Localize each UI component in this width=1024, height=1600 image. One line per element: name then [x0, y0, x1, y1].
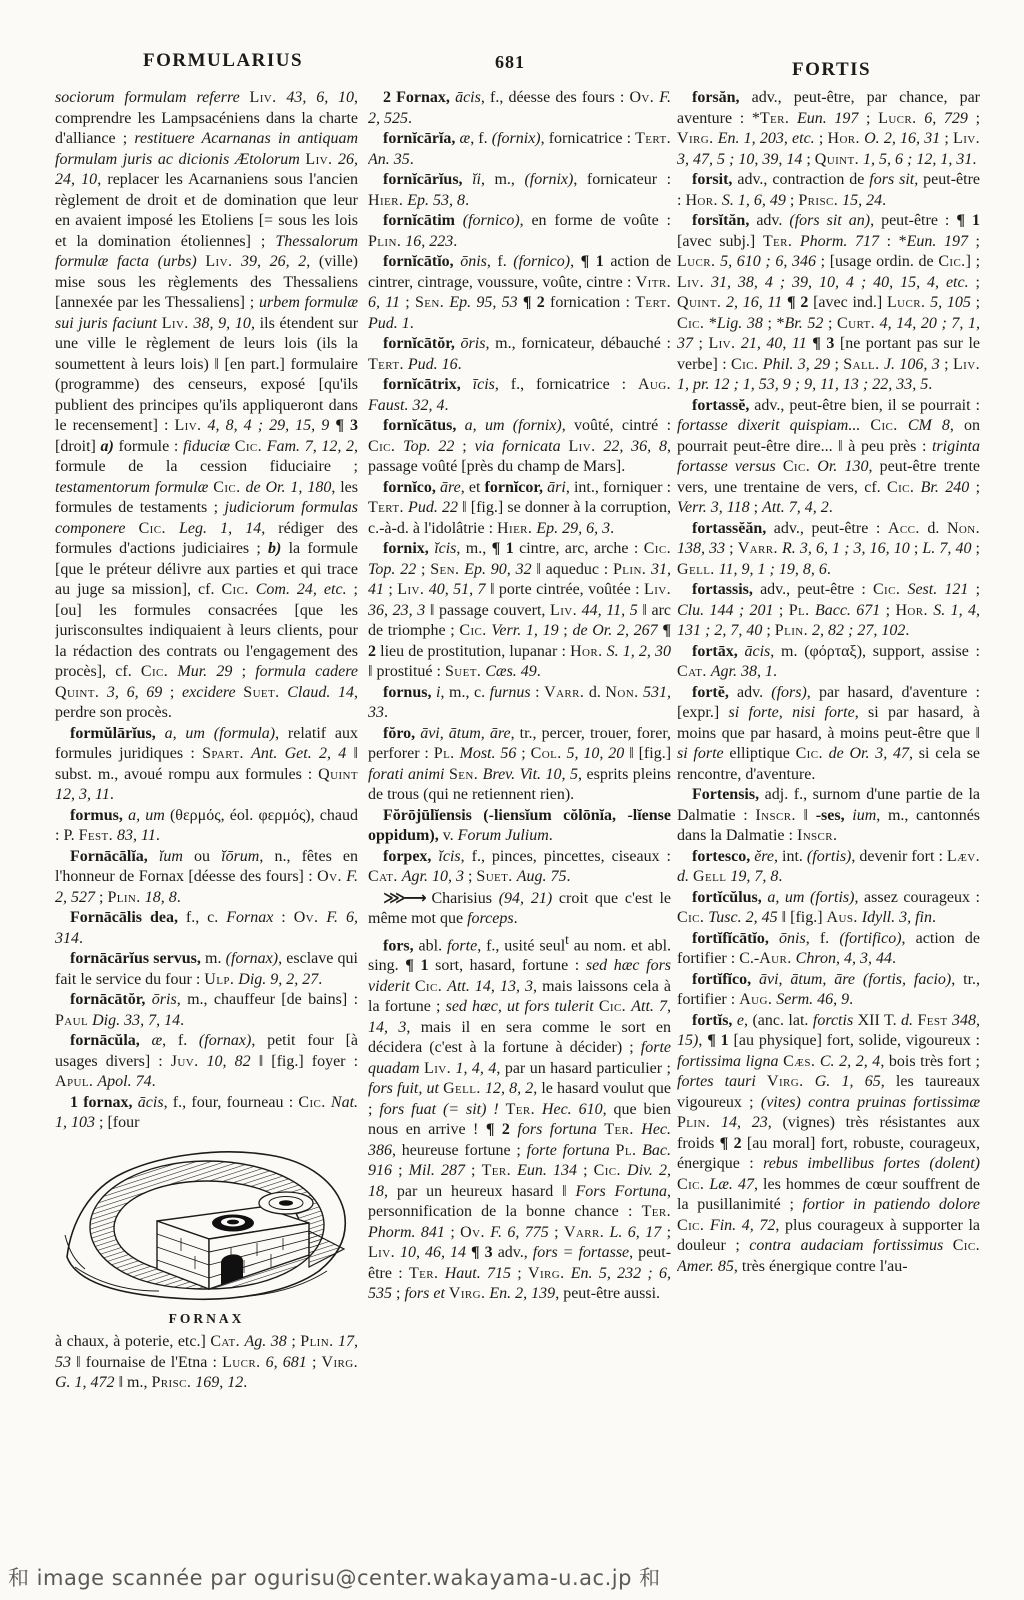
dictionary-paragraph: fornācātŏr, ōris, m., chauffeur [de bains] : Paul Dig. 33, 7, 14.: [55, 991, 358, 1029]
dictionary-paragraph: fornĭcātŏr, ōris, m., fornicateur, débauché : Tert. Pud. 16.: [368, 335, 671, 373]
dictionary-paragraph: forpex, ĭcis, f., pinces, pincettes, ciseaux : Cat. Agr. 10, 3 ; Suet. Aug. 75.: [368, 847, 671, 885]
column-2: [368, 88, 671, 1520]
dictionary-paragraph: fortĭfĭco, āvi, ātum, āre (fortis, facio), tr., fortifier : Aug. Serm. 46, 9.: [677, 970, 980, 1008]
column-1: [55, 88, 358, 1520]
dictionary-paragraph: fornĭcārĭa, æ, f. (fornix), fornicatrice : Tert. An. 35.: [368, 130, 671, 168]
scan-credit: 和 image scannée par ogurisu@center.wakayama-u.ac.jp 和: [8, 1566, 661, 1590]
dictionary-paragraph: fornĭcātĭo, ōnis, f. (fornico), ¶ 1 action de cintrer, cintrage, voussure, voûte, cintre : Vitr. 6, 11 ; Sen. Ep. 95, 53 ¶ 2 fornication : Tert. Pud. 1.: [368, 253, 671, 332]
fornax-figure: [55, 1139, 358, 1330]
dictionary-paragraph: Fortensis, adj. f., surnom d'une partie de la Dalmatie : Inscr. ‖ -ses, ium, m., cantonnés dans la Dalmatie : Inscr.: [677, 786, 980, 844]
running-head-right: FORTIS: [792, 59, 872, 80]
dictionary-paragraph: Fornācālis dea, f., c. Fornax : Ov. F. 6, 314.: [55, 909, 358, 947]
dictionary-paragraph: fortāx, ācis, m. (φόρταξ), support, assise : Cat. Agr. 38, 1.: [677, 642, 980, 680]
dictionary-paragraph: formŭlārĭus, a, um (formula), relatif aux formules juridiques : Spart. Ant. Get. 2, 4 ‖ subst. m., avoué rompu aux formules : Quint 12, 3, 11.: [55, 724, 358, 803]
fornax-kiln-illustration: [61, 1139, 353, 1307]
dictionary-paragraph: Fŏrōjūlĭensis (-liensĭum cŏlōnĭa, -lĭense oppidum), v. Forum Julium.: [368, 806, 671, 844]
column-1-top: [55, 88, 358, 1134]
dictionary-paragraph: fortĭs, e, (anc. lat. forctis XII T. d. Fest 348, 15), ¶ 1 [au physique] fort, solide, vigoureux : fortissima ligna Cæs. C. 2, 2, 4, bois très fort ; fortes tauri Virg. G. 1, 65, les taureaux vigoureux ; (vites) contra pruinas fortissimæ Plin. 14, 23, (vignes) très résistantes aux froids ¶ 2 [au moral] fort, robuste, courageux, énergique : rebus imbellibus fortes (dolent) Cic. Læ. 47, les hommes de cœur souffrent de la pusillanimité ; fortior in patiendo dolore Cic. Fin. 4, 72, plus courageux à supporter la douleur ; contra audaciam fortissimus Cic. Amer. 85, très énergique contre l'au-: [677, 1011, 980, 1275]
dictionary-paragraph: fornus, i, m., c. furnus : Varr. d. Non. 531, 33.: [368, 683, 671, 721]
dictionary-paragraph: fors, abl. forte, f., usité seul$^t$ au nom. et abl. sing. ¶ 1 sort, hasard, fortune : sed hæc fors viderit Cic. Att. 14, 13, 3, mais laissons cela à la fortune ; sed hæc, ut fors tulerit Cic. Att. 7, 14, 3, mais il en sera comme le sort en décidera (c'est à la fortune à décider) ; forte quadam Liv. 1, 4, 4, par un hasard particulier ; fors fuit, ut Gell. 12, 8, 2, le hasard voulut que ; fors fuat (= sit) ! Ter. Hec. 610, que bien nous en arrive ! ¶ 2 fors fortuna Ter. Hec. 386, heureuse fortune ; forte fortuna Pl. Bac. 916 ; Mil. 287 ; Ter. Eun. 134 ; Cic. Div. 2, 18, par un heureux hasard ‖ Fors Fortuna, personnification de la bonne chance : Ter. Phorm. 841 ; Ov. F. 6, 775 ; Varr. L. 6, 17 ; Liv. 10, 46, 14 ¶ 3 adv., fors = fortasse, peut-être : Ter. Haut. 715 ; Virg. En. 5, 232 ; 6, 535 ; fors et Virg. En. 2, 139, peut-être aussi.: [368, 931, 671, 1303]
dictionary-paragraph: forsit, adv., contraction de fors sit, peut-être : Hor. S. 1, 6, 49 ; Prisc. 15, 24.: [677, 171, 980, 209]
column-3: [677, 88, 980, 1520]
dictionary-paragraph: fornĭco, āre, et fornĭcor, āri, int., forniquer : Tert. Pud. 22 ‖ [fig.] se donner à la corruption, c.-à-d. à l'idolâtrie : Hier. Ep. 29, 6, 3.: [368, 478, 671, 537]
dictionary-paragraph: 1 fornax, ācis, f., four, fourneau : Cic. Nat. 1, 103 ; [four: [55, 1093, 358, 1131]
dictionary-paragraph: Fornācālĭa, ĭum ou ĭōrum, n., fêtes en l'honneur de Fornax [déesse des fours] : Ov. F. 2, 527 ; Plin. 18, 8.: [55, 847, 358, 906]
dictionary-paragraph: fornĭcārĭus, ĭi, m., (fornix), fornicateur : Hier. Ep. 53, 8.: [368, 171, 671, 209]
dictionary-paragraph: fornācārĭus servus, m. (fornax), esclave qui fait le service du four : Ulp. Dig. 9, 2, 27.: [55, 950, 358, 988]
dictionary-paragraph: fŏro, āvi, ātum, āre, tr., percer, trouer, forer, perforer : Pl. Most. 56 ; Col. 5, 10, 20 ‖ [fig.] forati animi Sen. Brev. Vit. 10, 5, esprits pleins de trous (qui ne retiennent rien).: [368, 724, 671, 803]
dictionary-paragraph: sociorum formulam referre Liv. 43, 6, 10, comprendre les Lampsacéniens dans la charte d'alliance ; restituere Acarnanas in antiquam formulam juris ac dicionis Ætolorum Liv. 26, 24, 10, replacer les Acarnaniens sous l'ancien règlement de droit et de domination que leur en avaient imposé les Etoliens [= sous les lois et la domination étoliennes] ; Thessalorum formulæ facta (urbs) Liv. 39, 26, 2, (ville) mise sous les règlements des Thessaliens [annexée par les Thessaliens] ; urbem formulæ sui juris faciunt Liv. 38, 9, 10, ils étendent sur une ville le règlement de leurs lois (ils la soumettent à leurs lois) ‖ [en part.] formulaire (programme) des censeurs, exposé [qu'ils publient des principes qu'ils appliqueront dans le recensement] : Liv. 4, 8, 4 ; 29, 15, 9 ¶ 3 [droit] a) formule : fiduciæ Cic. Fam. 7, 12, 2, formule de la cession fiduciaire ; testamentorum formulæ Cic. de Or. 1, 180, les formules de testaments ; judiciorum formulas componere Cic. Leg. 1, 14, rédiger des formules d'actions judiciaires ; b) la formule [que le préteur délivre aux parties et qui trace au juge sa mission], cf. Cic. Com. 24, etc. ; [ou] les formules consacrées [que les jurisconsultes indiquaient à leurs clients, pour la rédaction des contrats ou l'engagement des procès], cf. Cic. Mur. 29 ; formula cadere Quint. 3, 6, 69 ; excidere Suet. Claud. 14, perdre son procès.: [55, 89, 358, 721]
dictionary-paragraph: à chaux, à poterie, etc.] Cat. Ag. 38 ; Plin. 17, 53 ‖ fournaise de l'Etna : Lucr. 6, 681 ; Virg. G. 1, 472 ‖ m., Prisc. 169, 12.: [55, 1333, 358, 1391]
dictionary-paragraph: fortĕ, adv. (fors), par hasard, d'aventure : [expr.] si forte, nisi forte, si par hasard, à moins que par hasard, à moins peut-être que ‖ si forte elliptique Cic. de Or. 3, 47, si cela se rencontre, d'aventure.: [677, 683, 980, 783]
dictionary-paragraph: formus, a, um (θερμός, éol. φερμός), chaud : P. Fest. 83, 11.: [55, 806, 358, 844]
page-number: 681: [495, 52, 525, 72]
dictionary-paragraph: fornix, ĭcis, m., ¶ 1 cintre, arc, arche : Cic. Top. 22 ; Sen. Ep. 90, 32 ‖ aqueduc : Plin. 31, 41 ; Liv. 40, 51, 7 ‖ porte cintrée, voûtée : Liv. 36, 23, 3 ‖ passage couvert, Liv. 44, 11, 5 ‖ arc de triomphe ; Cic. Verr. 1, 19 ; de Or. 2, 267 ¶ 2 lieu de prostitution, lupanar : Hor. S. 1, 2, 30 ‖ prostitué : Suet. Cæs. 49.: [368, 540, 671, 680]
dictionary-paragraph: fortesco, ĕre, int. (fortis), devenir fort : Læv. d. Gell 19, 7, 8.: [677, 847, 980, 885]
dictionary-paragraph: fortassĕ, adv., peut-être bien, il se pourrait : fortasse dixerit quispiam... Cic. CM 8, on pourrait peut-être dire... ‖ à peu près : triginta fortasse versus Cic. Or. 130, peut-être trente vers, une trentaine de vers, cf. Cic. Br. 240 ; Verr. 3, 118 ; Att. 7, 4, 2.: [677, 396, 980, 516]
dictionary-paragraph: 2 Fornax, ācis, f., déesse des fours : Ov. F. 2, 525.: [368, 89, 671, 127]
dictionary-paragraph: forsăn, adv., peut-être, par chance, par aventure : *Ter. Eun. 197 ; Lucr. 6, 729 ; Virg. En. 1, 203, etc. ; Hor. O. 2, 16, 31 ; Liv. 3, 47, 5 ; 10, 39, 14 ; Quint. 1, 5, 6 ; 12, 1, 31.: [677, 89, 980, 168]
dictionary-paragraph: fortassĕăn, adv., peut-être : Acc. d. Non. 138, 33 ; Varr. R. 3, 6, 1 ; 3, 16, 10 ; L. 7, 40 ; Gell. 11, 9, 1 ; 19, 8, 6.: [677, 519, 980, 578]
dictionary-paragraph: fortassis, adv., peut-être : Cic. Sest. 121 ; Clu. 144 ; 201 ; Pl. Bacc. 671 ; Hor. S. 1, 4, 131 ; 2, 7, 40 ; Plin. 2, 82 ; 27, 102.: [677, 581, 980, 639]
dictionary-paragraph: fornĭcātus, a, um (fornix), voûté, cintré : Cic. Top. 22 ; via fornicata Liv. 22, 36, 8, passage voûté [près du champ de Mars].: [368, 417, 671, 475]
figure-caption: FORNAX: [168, 1310, 245, 1326]
remark-arrow-icon: ⋙⟶: [383, 887, 425, 907]
dictionary-paragraph: fortĭcŭlus, a, um (fortis), assez courageux : Cic. Tusc. 2, 45 ‖ [fig.] Aus. Idyll. 3, fin.: [677, 888, 980, 926]
dictionary-paragraph: fornĭcātim (fornico), en forme de voûte : Plin. 16, 223.: [368, 212, 671, 250]
dictionary-paragraph: fornĭcātrix, īcis, f., fornicatrice : Aug. Faust. 32, 4.: [368, 376, 671, 414]
dictionary-paragraph: fornācŭla, æ, f. (fornax), petit four [à usages divers] : Juv. 10, 82 ‖ [fig.] foyer : Apul. Apol. 74.: [55, 1032, 358, 1090]
remark-paragraph: ⋙⟶ Charisius (94, 21) croit que c'est le même mot que forceps.: [368, 887, 671, 927]
dictionary-paragraph: forsĭtăn, adv. (fors sit an), peut-être : ¶ 1 [avec subj.] Ter. Phorm. 717 : *Eun. 197 ; Lucr. 5, 610 ; 6, 346 ; [usage ordin. de Cic.] ; Liv. 31, 38, 4 ; 39, 10, 4 ; 40, 15, 4, etc. ; Quint. 2, 16, 11 ¶ 2 [avec ind.] Lucr. 5, 105 ; Cic. *Lig. 38 ; *Br. 52 ; Curt. 4, 14, 20 ; 7, 1, 37 ; Liv. 21, 40, 11 ¶ 3 [ne portant pas sur le verbe] : Cic. Phil. 3, 29 ; Sall. J. 106, 3 ; Liv. 1, pr. 12 ; 1, 53, 9 ; 9, 11, 13 ; 22, 33, 5.: [677, 212, 980, 393]
dictionary-paragraph: fortĭfĭcātĭo, ōnis, f. (fortifico), action de fortifier : C.-Aur. Chron, 4, 3, 44.: [677, 929, 980, 967]
column-1-bottom: [55, 1332, 358, 1394]
running-head-left: FORMULARIUS: [143, 50, 304, 71]
